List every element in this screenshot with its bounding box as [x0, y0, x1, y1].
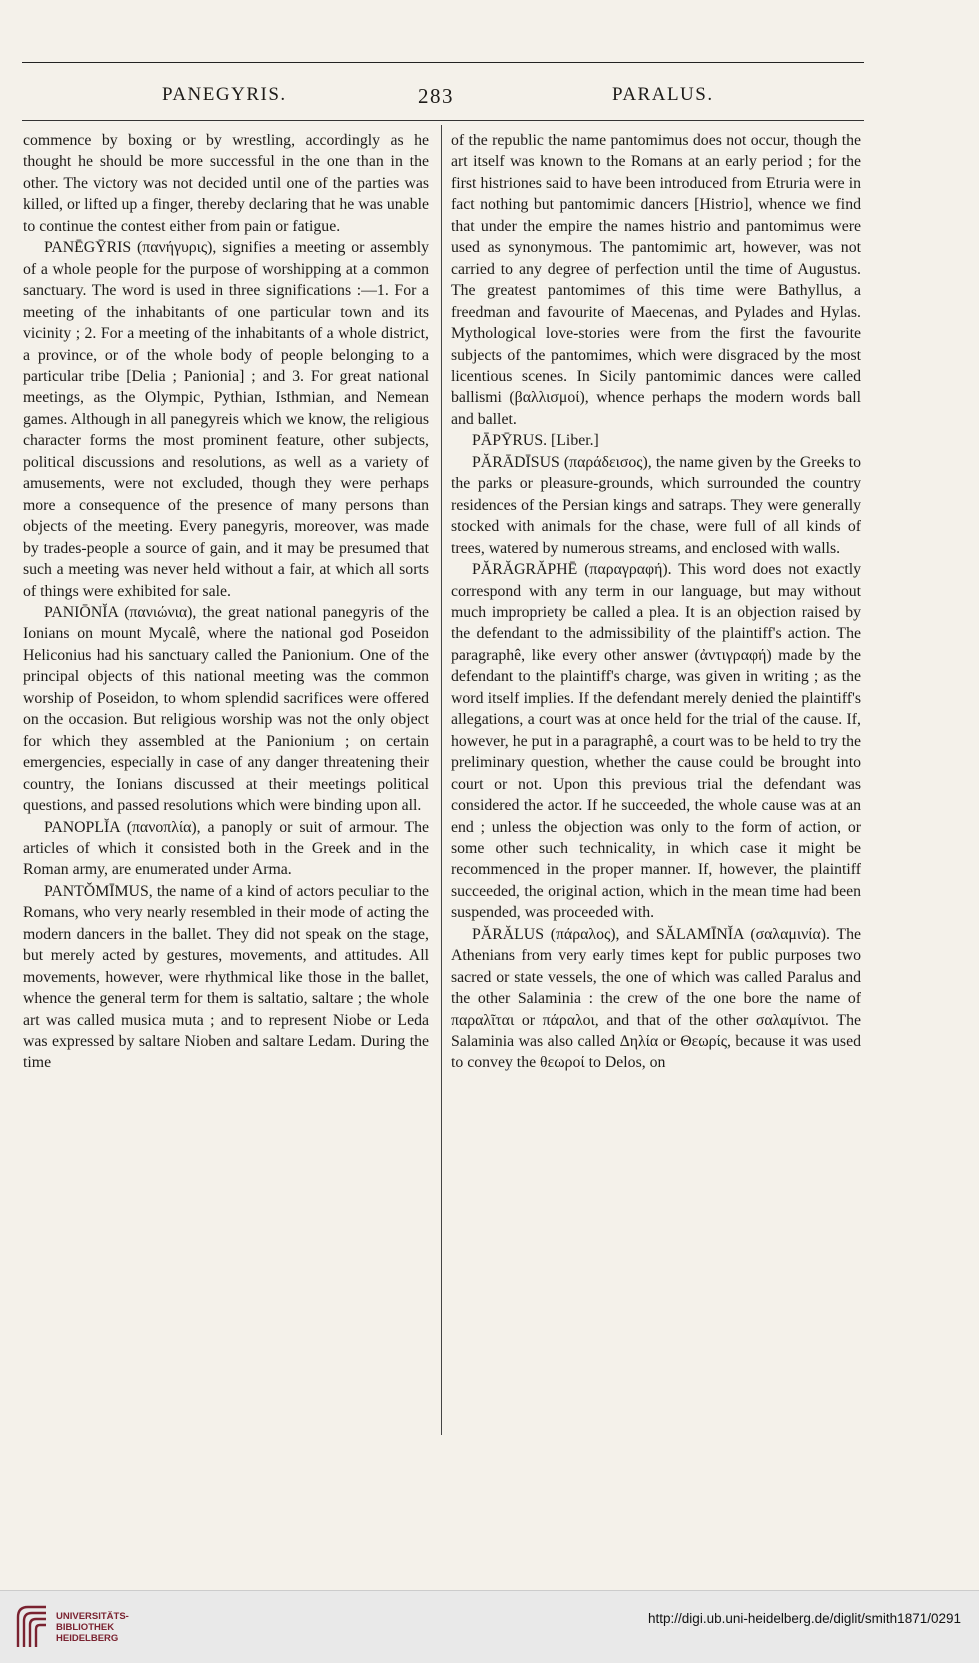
page-number: 283 [418, 84, 454, 108]
library-name-line: HEIDELBERG [56, 1633, 119, 1644]
library-name-line: UNIVERSITÄTS- [56, 1611, 129, 1622]
entry-panoplia: PANOPLĬA (πανοπλία), a panoply or suit of armour. The articles of which it consisted both in the Greek and in the Roman army, are enumerated under Arma. [23, 818, 429, 879]
column-divider [441, 125, 442, 1435]
paragraph: of the republic the name pantomimus does not occur, though the art itself was known to the Romans at an early period ; for the first histriones said to have been introduced from Etruria were in fact nothing but pantomimic dancers [Histrio], whence we find that under the empire the names histrio and pantomimus were used as synonymous. The pantomimic art, however, was not carried to any degree of perfection until the time of Augustus. The greatest pantomimes of this time were Bathyllus, a freedman and favourite of Maecenas, and Pylades and Hylas. Mythological love-stories were from the first the favourite subjects of the pantomimes, which were disgraced by the most licentious scenes. In Sicily pantomimic dances were called ballismi (βαλλισμοί), whence perhaps the modern words ball and ballet. [451, 132, 861, 428]
entry-pantomimus: PANTŎMĪMUS, the name of a kind of actors peculiar to the Romans, who very nearly resembled in their mode of acting the modern dancers in the ballet. They did not speak on the stage, but merely acted by gestures, movements, and attitudes. All movements, however, were rhythmical like those in the ballet, whence the general term for them is saltatio, saltare ; the whole art was called musica muta ; and to represent Niobe or Leda was expressed by saltare Nioben and saltare Ledam. During the time [23, 882, 429, 1072]
entry-papyrus: PĀPȲRUS. [Liber.] [472, 432, 599, 450]
library-name-line: BIBLIOTHEK [56, 1622, 115, 1633]
header-rule [22, 120, 864, 121]
paragraph: commence by boxing or by wrestling, accordingly as he thought he should be more successful in the one than in the other. The victory was not decided until one of the parties was killed, or lifted up a finger, thereby declaring that he was unable to continue the contest either from pain or fatigue. [23, 132, 429, 235]
footer-bar [0, 1590, 979, 1663]
library-logo-icon [12, 1601, 52, 1651]
left-column [23, 130, 429, 1440]
entry-panionia: PANIŌNĬA (πανιώνια), the great national panegyris of the Ionians on mount Mycalê, where the national god Poseidon Heliconius had his sanctuary called the Panionium. One of the principal objects of this national meeting was the common worship of Poseidon, to whom splendid sacrifices were offered on the occasion. But religious worship was not the only object for which they assembled at the Panionium ; on certain emergencies, especially in case of any danger threatening their country, the Ionians discussed at their meetings political questions, and passed resolutions which were binding upon all. [23, 603, 429, 815]
entry-paragraphe: PĂRĂGRĂPHĒ (παραγραφή). This word does not exactly correspond with any term in our language, but may without much impropriety be called a plea. It is an objection raised by the defendant to the admissibility of the plaintiff's action. The paragraphê, like every other answer (ἀντιγραφή) made by the defendant to the plaintiff's charge, was given in writing ; as the word itself implies. If the defendant merely denied the plaintiff's allegations, a court was at once held for the trial of the cause. If, however, he put in a paragraphê, a court was to be held to try the preliminary question, whether the cause could be brought into court or not. Upon this previous trial the defendant was considered the actor. If he succeeded, the whole cause was at an end ; unless the objection was only to the form of action, or some other such technicality, in which case it might be recommenced in the proper manner. If, however, the plaintiff succeeded, the original action, which in the mean time had been suspended, was proceeded with. [451, 561, 861, 922]
header-left-title: PANEGYRIS. [162, 84, 287, 105]
entry-paralus: PĂRĂLUS (πάραλος), and SĂLAMĪNĬA (σαλαμινία). The Athenians from very early times kept for public purposes two sacred or state vessels, the one of which was called Paralus and the other Salaminia : the crew of the one bore the name of παραλῖται or πάραλοι, and that of the other σαλαμίνιοι. The Salaminia was also called Δηλία or Θεωρίς, because it was used to convey the θεωροί to Delos, on [451, 925, 861, 1072]
top-rule [22, 62, 864, 63]
running-header [22, 84, 864, 110]
header-right-title: PARALUS. [612, 84, 714, 105]
library-name [56, 1611, 129, 1644]
entry-panegyris: PANĒGȲRIS (πανήγυρις), signifies a meeting or assembly of a whole people for the purpose of worshipping at a common sanctuary. The word is used in three significations :—1. For a meeting of the inhabitants of one particular town and its vicinity ; 2. For a meeting of the inhabitants of a whole district, a province, or of the whole body of people belonging to a particular tribe [Delia ; Panionia] ; and 3. For great national meetings, as the Olympic, Pythian, Isthmian, and Nemean games. Although in all panegyreis which we know, the religious character forms the most prominent feature, other subjects, political discussions and resolutions, as well as a variety of amusements, were not excluded, though they were perhaps more a consequence of the presence of many persons than objects of the meeting. Every panegyris, moreover, was made by trades-people a source of gain, and it may be presumed that such a meeting was never held without a fair, at which all sorts of things were exhibited for sale. [23, 239, 429, 600]
source-url-link[interactable]: http://digi.ub.uni-heidelberg.de/diglit/smith1871/0291 [648, 1611, 961, 1626]
right-column [451, 130, 861, 1440]
entry-paradisus: PĂRĀDĪSUS (παράδεισος), the name given by the Greeks to the parks or pleasure-grounds, which surrounded the country residences of the Persian kings and satraps. They were generally stocked with animals for the chase, were full of all kinds of trees, watered by numerous streams, and enclosed with walls. [451, 453, 861, 557]
